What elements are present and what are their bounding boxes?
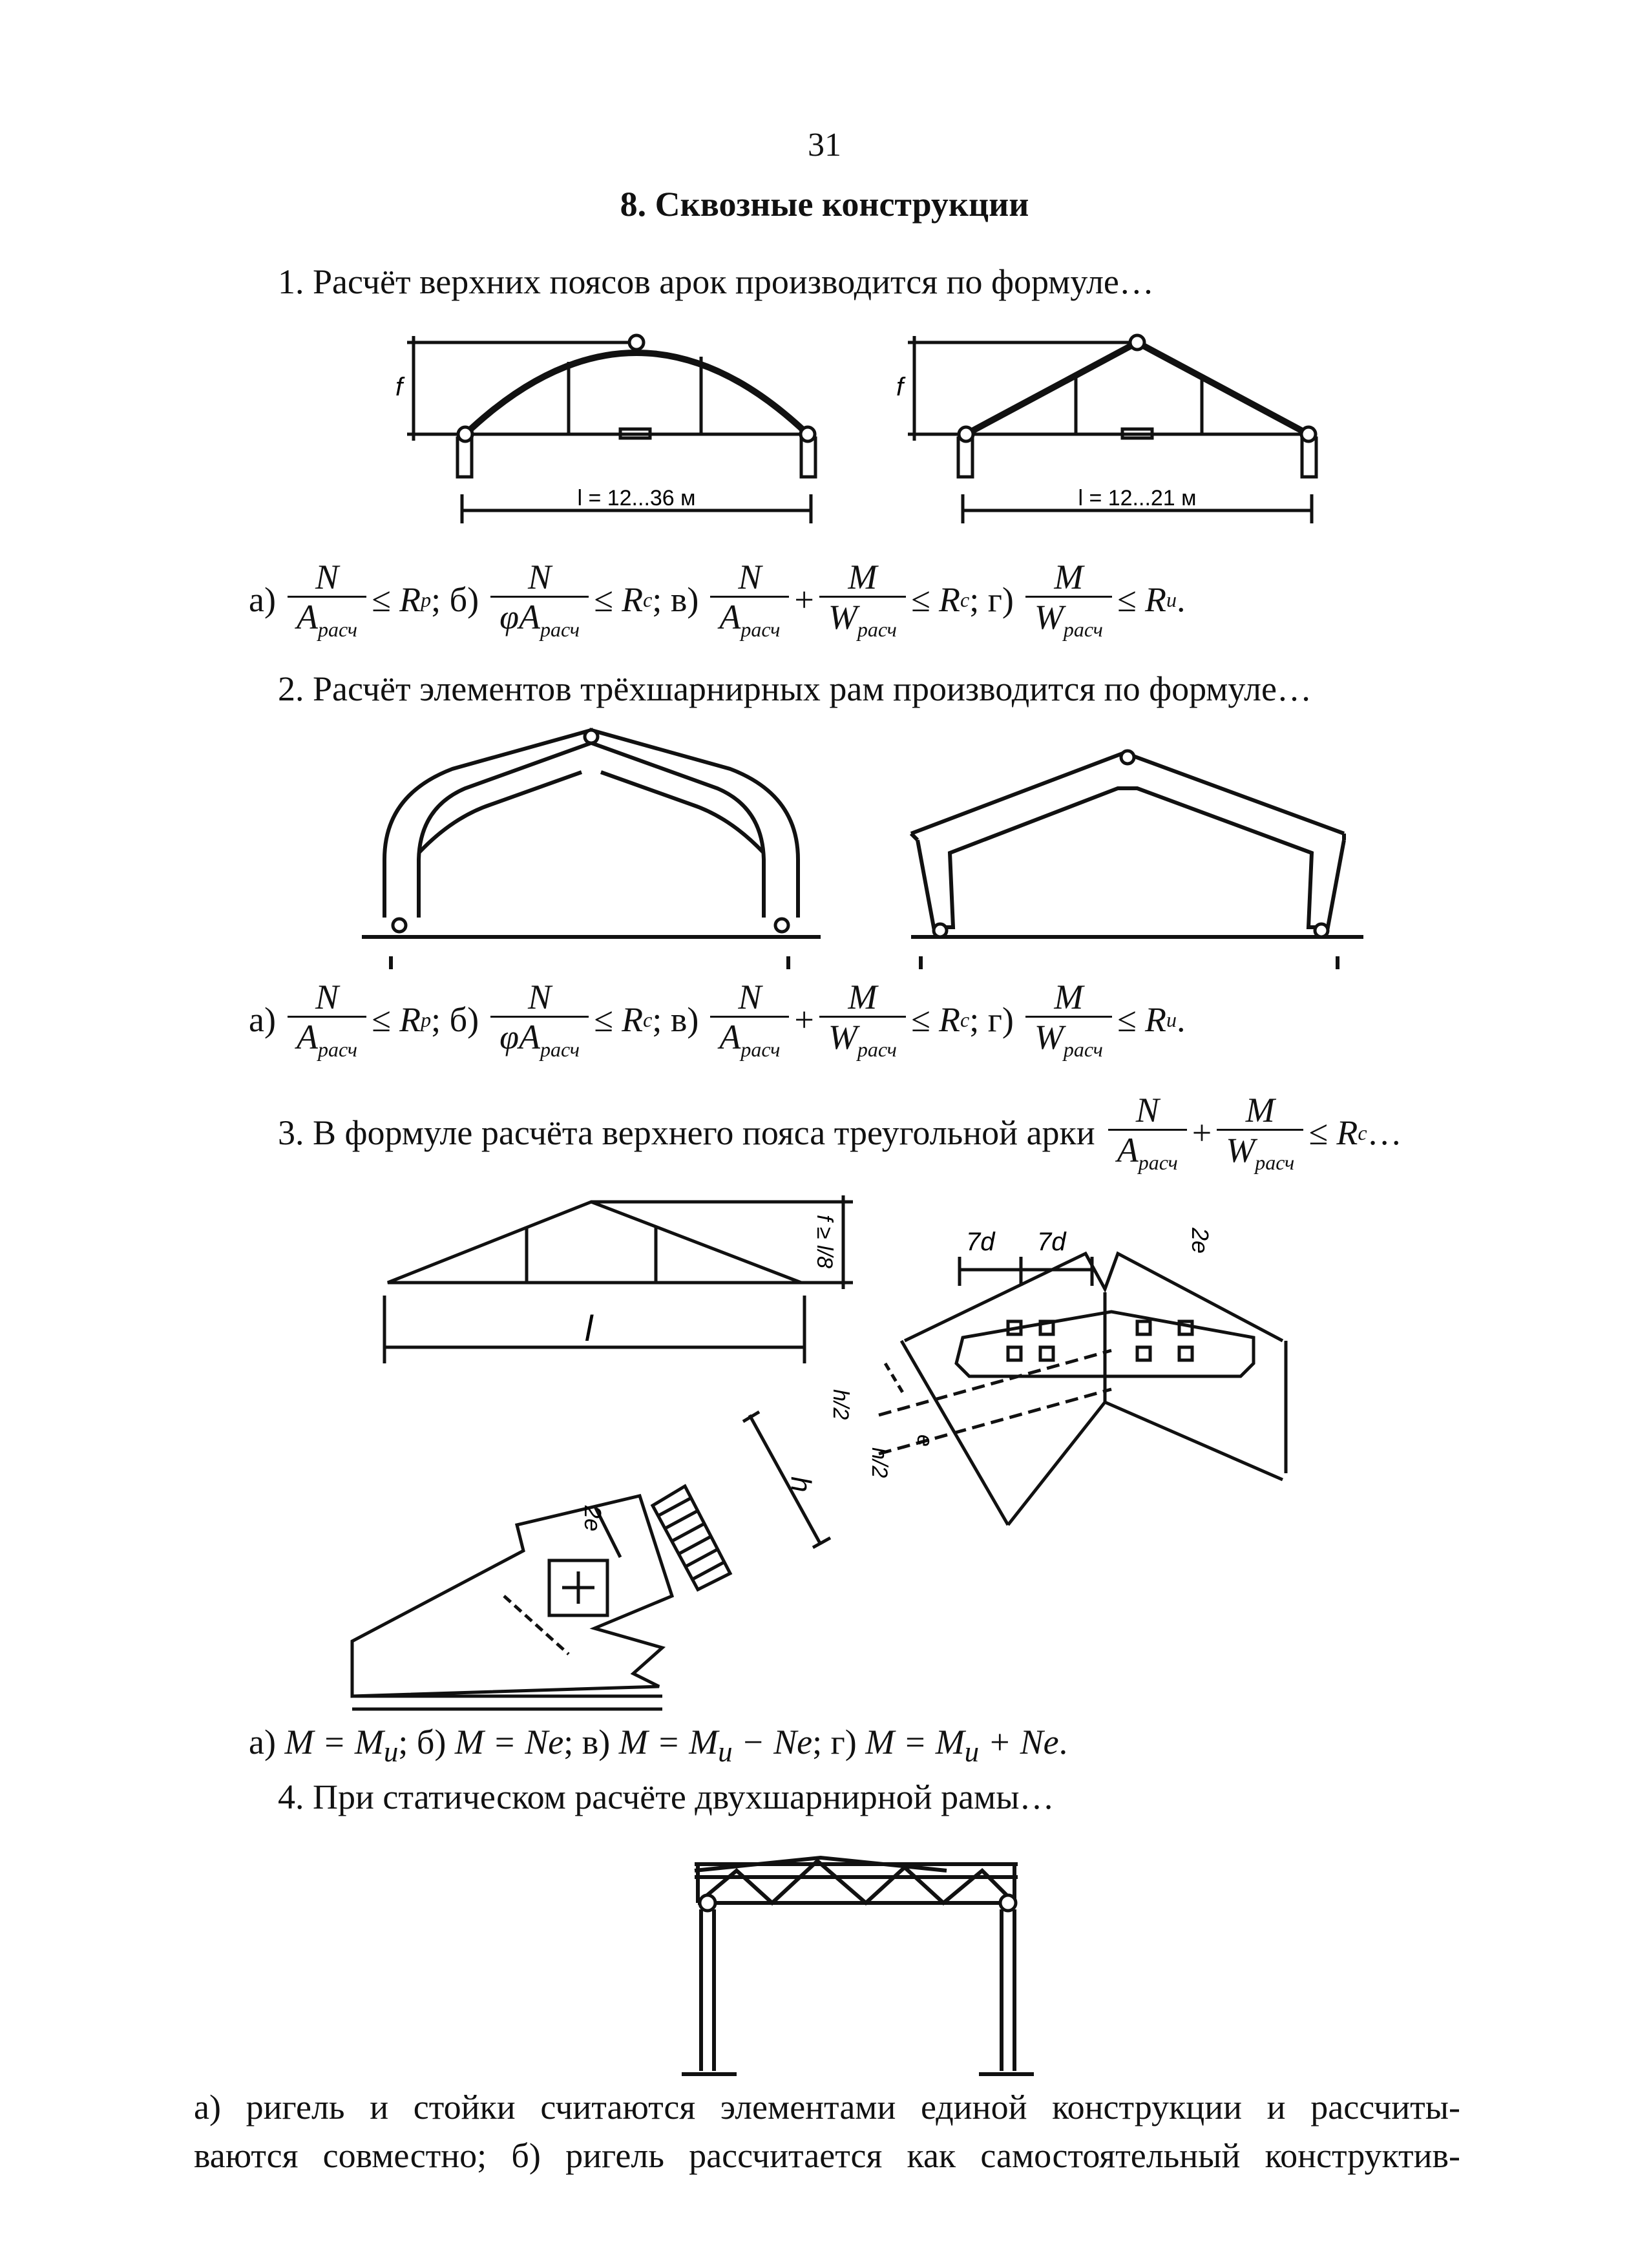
question-4-text: 4. При статическом расчёте двухшарнирной рамы… (278, 1778, 1055, 1816)
numerator: M (1054, 978, 1084, 1016)
ineq: ≤ R (1117, 1000, 1167, 1040)
option-a-label: а) (249, 1723, 285, 1761)
numerator: M (1245, 1091, 1275, 1129)
option-b-label: б) (449, 1000, 479, 1040)
denominator: W (828, 597, 857, 636)
question-4-answer-line-2: ваются совместно; б) ригель рассчитается как самостоятельный конструктив- (194, 2136, 1460, 2175)
denominator: W (828, 1017, 857, 1056)
option-g-label: г) (987, 1000, 1014, 1040)
denominator: φA (499, 597, 540, 636)
sub: расч (540, 1037, 580, 1061)
fig3-2e-bottom: 2e (580, 1506, 606, 1532)
option-b-label: б) (449, 580, 479, 620)
sub: расч (1063, 1037, 1103, 1061)
ineq: ≤ R (910, 1000, 961, 1040)
sub: расч (857, 617, 897, 641)
question-3-text: 3. В формуле расчёта верхнего пояса треугольной арки (278, 1113, 1095, 1153)
fig1-rise-right: f (896, 373, 904, 401)
option-g-label: г) (830, 1723, 866, 1761)
question-1-options: а) $\frac{N}{A_{расч}}$ ≤ R p ; б) $\frac{N}{\varphi A_{расч}}$ ≤ R c ; в) $\frac{N}{A_{расч}}$ + $\frac{M}{W_{расч}}$ ≤ R c ; г) $\frac{M}{W_{расч}}$ ≤ R и . (249, 558, 1186, 641)
fig3-span-label: l (585, 1308, 593, 1349)
numerator: M (1054, 558, 1084, 596)
denominator: A (719, 1017, 741, 1056)
ellipsis: … (1367, 1113, 1402, 1153)
sub: c (643, 587, 653, 611)
ineq: ≤ R (594, 1000, 644, 1040)
option-g-formula: M = M (865, 1723, 965, 1761)
numerator: N (738, 558, 762, 596)
option-v-label: в) (582, 1723, 619, 1761)
denominator: A (296, 1017, 318, 1056)
sub: расч (317, 1037, 357, 1061)
sub: и (964, 1735, 980, 1768)
numerator: N (315, 978, 339, 1016)
ineq: ≤ R (372, 1000, 421, 1040)
sub: p (421, 1007, 432, 1031)
denominator: W (1226, 1130, 1255, 1170)
fig1-rise-left: f (395, 373, 403, 401)
sub: c (960, 587, 970, 611)
sub: c (1358, 1120, 1367, 1144)
sub: расч (740, 1037, 781, 1061)
ineq: ≤ R (372, 580, 421, 620)
fig3-7d-right: 7d (1037, 1228, 1066, 1256)
fig1-span-right: l = 12...21 м (1078, 486, 1197, 510)
sub: расч (317, 617, 357, 641)
numerator: N (1135, 1091, 1159, 1129)
sub: и (383, 1735, 399, 1768)
question-2-options: а) $\frac{N}{A_{расч}}$ ≤ R p ; б) $\frac{N}{\varphi A_{расч}}$ ≤ R c ; в) $\frac{N}{A_{расч}}$ + $\frac{M}{W_{расч}}$ ≤ R c ; г) $\frac{M}{W_{расч}}$ ≤ R и . (249, 978, 1186, 1061)
sep: ; (563, 1723, 582, 1761)
option-a-label: а) (249, 1000, 276, 1040)
fig3-h2-upper: h/2 (828, 1389, 853, 1420)
fig3-rise-label: f ≥ l/8 (812, 1215, 837, 1268)
question-1-text: 1. Расчёт верхних поясов арок производится по формуле… (278, 262, 1154, 301)
fig3-h-label: h (785, 1476, 817, 1493)
option-b-formula: M = Ne (454, 1723, 564, 1761)
fig3-7d-left: 7d (966, 1228, 995, 1256)
plus: + (1192, 1113, 1212, 1153)
fig3-h2-lower: h/2 (867, 1447, 892, 1478)
ineq: ≤ R (1117, 580, 1167, 620)
ineq: ≤ R (594, 580, 644, 620)
option-v-label: в) (670, 1000, 699, 1040)
sub: и (718, 1735, 733, 1768)
sub: расч (857, 1037, 897, 1061)
sub: и (1166, 587, 1177, 611)
ineq: ≤ R (910, 580, 961, 620)
denominator: W (1034, 597, 1064, 636)
numerator: N (738, 978, 762, 1016)
fig3-2e-top: 2e (1187, 1228, 1213, 1254)
plus: + (794, 1000, 814, 1040)
denominator: A (1117, 1130, 1139, 1170)
denominator: φA (499, 1017, 540, 1056)
sub: расч (740, 617, 781, 641)
sep: . (1058, 1723, 1068, 1761)
option-g-label: г) (987, 580, 1014, 620)
sub: и (1166, 1007, 1177, 1031)
option-g-tail: + Ne (979, 1723, 1059, 1761)
numerator: M (848, 978, 877, 1016)
option-a-label: а) (249, 580, 276, 620)
sub: расч (1255, 1150, 1295, 1174)
denominator: W (1034, 1017, 1064, 1056)
denominator: A (719, 597, 741, 636)
sub: c (960, 1007, 970, 1031)
section-title: 8. Сквозные конструкции (620, 185, 1029, 224)
fig3-e-label: e (912, 1434, 937, 1447)
option-b-label: б) (416, 1723, 455, 1761)
sub: c (643, 1007, 653, 1031)
option-a-formula: M = M (284, 1723, 384, 1761)
option-v-label: в) (670, 580, 699, 620)
page-number: 31 (808, 127, 841, 163)
option-v-tail: − Ne (732, 1723, 813, 1761)
numerator: N (528, 978, 552, 1016)
ineq: ≤ R (1308, 1113, 1358, 1153)
option-v-formula: M = M (618, 1723, 719, 1761)
fig1-span-left: l = 12...36 м (577, 486, 696, 510)
sub: расч (1063, 617, 1103, 641)
sub: расч (540, 617, 580, 641)
question-4-answer-line-1: а) ригель и стойки считаются элементами единой конструкции и рассчиты- (194, 2088, 1460, 2126)
sep: ; (398, 1723, 417, 1761)
numerator: N (528, 558, 552, 596)
sep: ; (812, 1723, 831, 1761)
question-2-text: 2. Расчёт элементов трёхшарнирных рам производится по формуле… (278, 669, 1312, 708)
plus: + (794, 580, 814, 620)
denominator: A (296, 597, 318, 636)
numerator: M (848, 558, 877, 596)
numerator: N (315, 558, 339, 596)
sub: p (421, 587, 432, 611)
sub: расч (1138, 1150, 1178, 1174)
